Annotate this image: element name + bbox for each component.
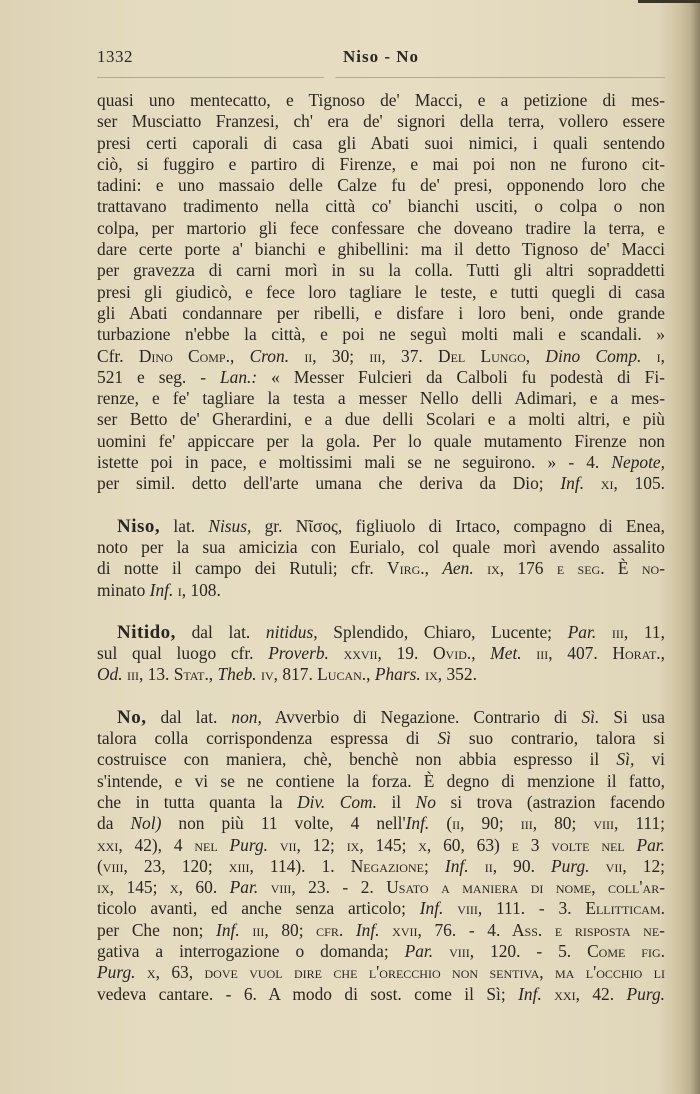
work-title: Dino Comp. — [545, 345, 642, 366]
text-line: istette poi in pace, e moltissimi mali se ne seguirono. » - 4. Nepote, — [97, 452, 665, 473]
text-line: vedeva cantare. - 6. A modo di sost. come il Sì; Inf. xxi, 42. Purg. — [97, 983, 666, 1004]
continuation-paragraph — [97, 90, 665, 495]
page-gutter-shadow — [690, 0, 700, 1094]
text-line: ser Musciatto Franzesi, ch' era de' signori della terra, vollero essere — [97, 111, 665, 132]
text-line: che in tutta quanta la Div. Com. il No si trova (astrazion facendo — [97, 791, 665, 812]
text-line: Niso, lat. Nisus, gr. Νῖσος, figliuolo di Irtaco, compagno di Enea, — [117, 515, 665, 537]
text-line: uomini fe' appiccare per la gola. Per lo quale mutamento Firenze non — [97, 430, 665, 451]
text-line: s'intende, e vi se ne contiene la forza. È degno di menzione il fatto, — [97, 770, 665, 791]
text-line: gativa a interrogazione o domanda; Par. viii, 120. - 5. Come fig. — [97, 940, 665, 961]
text-line: talora colla corrispondenza espressa di Sì suo contrario, talora si — [97, 728, 665, 749]
headword: Nitido, — [117, 621, 176, 643]
text-line: sul qual luogo cfr. Proverb. xxvii, 19. Ovid., Met. iii, 407. Horat., — [97, 643, 665, 664]
text-line: Purg. x, 63, dove vuol dire che l'orecchio non sentiva, ma l'occhio li — [97, 962, 665, 983]
text-line: (viii, 23, 120; xiii, 114). 1. Negazione; Inf. ii, 90. Purg. vii, 12; — [97, 855, 665, 876]
headword: No, — [117, 706, 147, 728]
dictionary-page — [97, 47, 666, 1004]
text-line: ticolo avanti, ed anche senza articolo; Inf. viii, 111. - 3. Ellitticam. — [97, 898, 665, 919]
text-line: per gravezza di carni morì in su la colla. Tutti gli altri sopraddetti — [97, 260, 665, 281]
text-line: minato Inf. i, 108. — [97, 579, 221, 600]
text-line: xxi, 42), 4 nel Purg. vii, 12; ix, 145; x, 60, 63) e 3 volte nel Par. — [97, 834, 665, 855]
text-line: costruisce con maniera, chè, benchè non abbia espresso il Sì, vi — [97, 749, 665, 770]
header-rule — [97, 77, 665, 78]
entry-nitido — [97, 622, 665, 686]
page-number: 1332 — [97, 47, 133, 66]
author-ref: Del Lungo — [438, 345, 526, 366]
body-text — [97, 90, 665, 1005]
text-line: Od. iii, 13. Stat., Theb. iv, 817. Lucan., Phars. ix, 352. — [97, 664, 477, 685]
text-line: trattavano tradimento nella città co' bianchi usciti, o colpa o non — [97, 196, 665, 217]
text-line: ciò, si fuggiro e partiro di Firenze, e mai poi non ne furono cit- — [97, 153, 665, 174]
running-head-title: Niso - No — [342, 47, 420, 66]
text-line: Nitido, dal lat. nitidus, Splendido, Chiaro, Lucente; Par. iii, 11, — [117, 621, 665, 643]
text-line: ser Betto de' Gherardini, e a due delli Scolari e a molti altri, e più — [97, 409, 665, 430]
headword: Niso, — [117, 515, 161, 537]
work-title: Cron. — [249, 345, 290, 366]
text-line: noto per la sua amicizia con Eurialo, col quale morì avendo assalito — [97, 536, 665, 557]
author-ref: Dino Comp. — [138, 345, 230, 366]
text-line: gli Abati condannare per ribelli, e disfare i loro beni, onde grande — [97, 302, 665, 323]
text-line: turbazione n'ebbe la città, e poi ne seguì molti mali e scandali. » — [97, 324, 665, 345]
entry-no — [97, 707, 665, 1005]
text-line: Cfr. Dino Comp., Cron. ii, 30; iii, 37. Del Lungo, Dino Comp. i, — [97, 345, 665, 366]
text-line: di notte il campo dei Rutuli; cfr. Virg., Aen. ix, 176 e seg. È no- — [97, 558, 665, 579]
work-title: Lan.: — [220, 366, 258, 387]
text-line: dare certe porte a' bianchi e ghibellini: ma il detto Tignoso de' Macci — [97, 239, 665, 260]
text-line: quasi uno mentecatto, e Tignoso de' Macci, e a petizione di mes- — [97, 90, 665, 110]
running-head — [97, 47, 665, 71]
text-line: tadini: e uno massaio delle Calze fu de' presi, opponendo loro che — [97, 175, 665, 196]
text-line: 521 e seg. - Lan.: « Messer Fulcieri da Calboli fu podestà di Fi- — [97, 366, 665, 387]
text-line: presi certi caporali di casa gli Abati suoi nimici, i quali sentendo — [97, 132, 665, 153]
text-line: da Nol) non più 11 volte, 4 nell'Inf. (ii, 90; iii, 80; viii, 111; — [97, 813, 665, 834]
text-line: per Che non; Inf. iii, 80; cfr. Inf. xvii, 76. - 4. Ass. e risposta ne- — [97, 919, 665, 940]
text-line: per simil. detto dell'arte umana che deriva da Dio; Inf. xi, 105. — [97, 473, 665, 494]
text-line: colpa, per martorio gli fece confessare che doveano tradire la terra, e — [97, 217, 665, 238]
text-line: ix, 145; x, 60. Par. viii, 23. - 2. Usato a maniera di nome, coll'ar- — [97, 877, 665, 898]
entry-niso — [97, 516, 665, 601]
text-line: presi gli giudicò, e fece loro tagliare le teste, e tutti quegli di casa — [97, 281, 665, 302]
text-line: renze, e fe' tagliare la testa a messer Nello delli Adimari, e a mes- — [97, 388, 665, 409]
text-line: No, dal lat. non, Avverbio di Negazione. Contrario di Sì. Si usa — [117, 706, 665, 728]
